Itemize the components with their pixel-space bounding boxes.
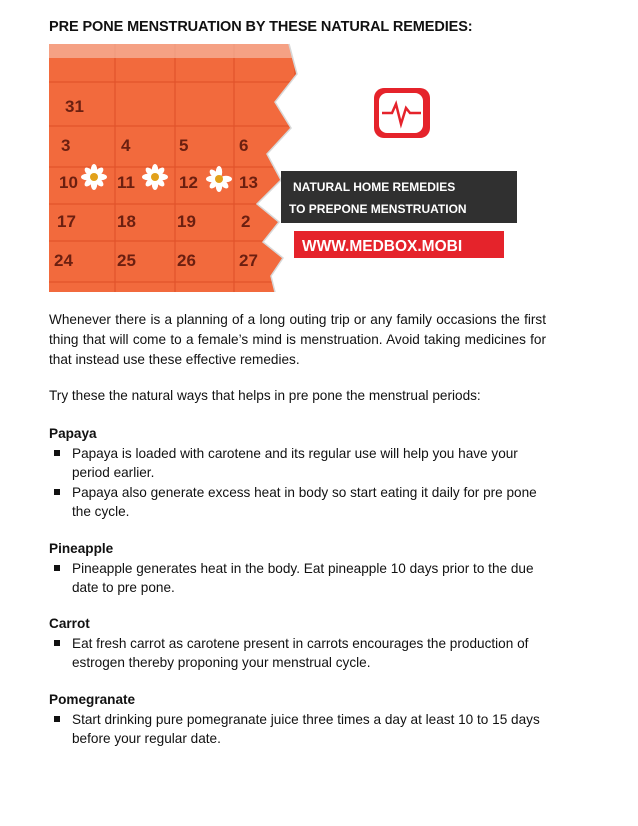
banner-image [49,44,467,292]
list-item [49,559,549,598]
list-item [49,444,549,483]
calendar-day: 4 [121,136,131,155]
section-heading: Pineapple [49,541,114,556]
bullet-text: Papaya also generate excess heat in body so start eating it daily for pre pone the cycle. [72,484,537,519]
calendar-day: 18 [117,212,136,231]
bullet-icon [54,716,60,722]
list-item [49,483,549,522]
calendar-day: 11 [117,173,135,192]
bullet-icon [54,489,60,495]
section-pomegranate [49,690,549,749]
website-text: WWW.MEDBOX.MOBI [302,238,463,255]
try-line: Try these the natural ways that helps in pre pone the menstrual periods: [49,388,481,403]
bullet-text: Pineapple generates heat in the body. Eat pineapple 10 days prior to the due date to pre pone. [72,560,534,595]
bullet-icon [54,450,60,456]
bullet-text: Start drinking pure pomegranate juice three times a day at least 10 to 15 days before your regular date. [72,711,540,746]
section-pineapple [49,539,549,598]
calendar-day: 24 [54,251,73,270]
page-title: PRE PONE MENSTRUATION BY THESE NATURAL REMEDIES: [49,19,473,35]
list-item [49,634,549,673]
calendar-day: 10 [59,173,78,192]
section-heading: Carrot [49,616,90,631]
calendar-day: 5 [179,136,189,155]
calendar-day: 2 [241,212,251,231]
headline-line-2: TO PREPONE MENSTRUATION [289,202,467,216]
headline-line-1: NATURAL HOME REMEDIES [293,180,456,194]
section-papaya [49,424,549,522]
calendar-day: 12 [179,173,198,192]
section-carrot [49,614,549,673]
calendar-day: 13 [239,173,258,192]
calendar-day: 3 [61,136,71,155]
calendar-day: 17 [57,212,76,231]
section-heading: Pomegranate [49,692,136,707]
heartbeat-logo-icon [374,88,430,138]
bullet-icon [54,565,60,571]
list-item [49,710,549,749]
bullet-icon [54,640,60,646]
section-heading: Papaya [49,426,97,441]
calendar-day: 31 [65,97,84,116]
calendar-day: 19 [177,212,196,231]
intro-paragraph: Whenever there is a planning of a long outing trip or any family occasions the first thing that will come to a female’s mind is menstruation. Avoid taking medicines for that instead use these effective remedies. [49,312,546,367]
calendar-day: 25 [117,251,136,270]
calendar-day: 26 [177,251,196,270]
bullet-text: Papaya is loaded with carotene and its regular use will help you have your period earlier. [72,445,518,480]
calendar-day: 6 [239,136,249,155]
calendar-day: 27 [239,251,258,270]
bullet-text: Eat fresh carrot as carotene present in carrots encourages the production of estrogen thereby proponing your menstrual cycle. [72,635,529,670]
